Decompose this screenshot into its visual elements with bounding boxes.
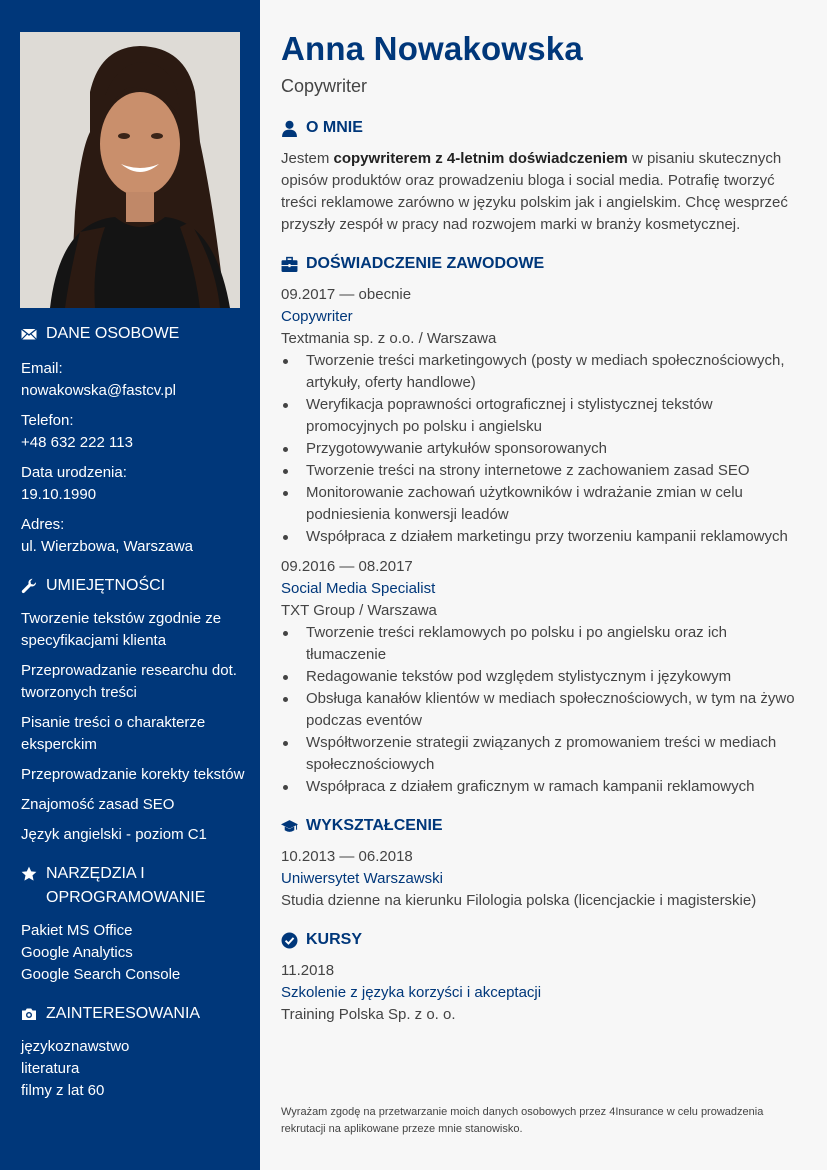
skills-heading-text: UMIEJĘTNOŚCI	[46, 577, 166, 594]
skill-item: Znajomość zasad SEO	[21, 796, 175, 813]
personal-data-heading	[21, 322, 246, 346]
duty-item: Monitorowanie zachowań użytkowników i wdrażanie zmian w celu podniesienia konwersji leadów	[281, 482, 801, 526]
camera-icon	[21, 1006, 37, 1022]
wrench-icon	[21, 578, 37, 594]
user-icon	[281, 120, 298, 137]
duty-item: Tworzenie treści marketingowych (posty w mediach społecznościowych, artykuły, oferty handlowe)	[281, 350, 801, 394]
email-value[interactable]: nowakowska@fastcv.pl	[21, 382, 177, 399]
address-label: Adres:	[21, 516, 65, 533]
check-badge-icon	[281, 932, 298, 949]
phone-value: +48 632 222 113	[21, 434, 133, 451]
interests-heading-text: ZAINTERESOWANIA	[46, 1005, 201, 1022]
sidebar-content	[21, 322, 246, 1102]
profile-photo	[20, 32, 240, 308]
tools-heading	[21, 862, 246, 910]
job-duties	[281, 622, 801, 798]
tool-item: Google Analytics	[21, 944, 133, 961]
main-content	[281, 28, 801, 1026]
email-label: Email:	[21, 360, 63, 377]
experience-heading-text: DOŚWIADCZENIE ZAWODOWE	[306, 255, 545, 272]
courses-heading-text: KURSY	[306, 931, 363, 948]
about-text-bold: copywriterem z 4-letnim doświadczeniem	[333, 150, 628, 167]
job-title: Copywriter	[281, 308, 353, 325]
course-period: 11.2018	[281, 962, 335, 979]
interests-heading	[21, 1002, 246, 1026]
course-name: Szkolenie z języka korzyści i akceptacji	[281, 984, 542, 1001]
courses-heading	[281, 928, 801, 952]
tool-item: Pakiet MS Office	[21, 922, 133, 939]
skill-item: Przeprowadzanie researchu dot. tworzonych treści	[21, 662, 237, 701]
education-details: Studia dzienne na kierunku Filologia polska (licencjackie i magisterskie)	[281, 892, 757, 909]
interest-item: filmy z lat 60	[21, 1082, 105, 1099]
sidebar	[0, 0, 260, 1170]
person-role: Copywriter	[281, 76, 368, 96]
job-company: TXT Group / Warszawa	[281, 602, 437, 619]
graduation-cap-icon	[281, 818, 298, 835]
job-period: 09.2017 — obecnie	[281, 286, 412, 303]
skill-item: Język angielski - poziom C1	[21, 826, 207, 843]
duty-item: Obsługa kanałów klientów w mediach społecznościowych, w tym na żywo podczas eventów	[281, 688, 801, 732]
duty-item: Weryfikacja poprawności ortograficznej i stylistycznej tekstów promocyjnych po polsku i angielsku	[281, 394, 801, 438]
phone-label: Telefon:	[21, 412, 74, 429]
birthdate-label: Data urodzenia:	[21, 464, 127, 481]
about-text-pre: Jestem	[281, 150, 334, 167]
about-heading	[281, 116, 801, 140]
skill-item: Przeprowadzanie korekty tekstów	[21, 766, 245, 783]
star-icon	[21, 866, 37, 882]
envelope-icon	[21, 326, 37, 342]
tools-heading-text: NARZĘDZIA I OPROGRAMOWANIE	[46, 865, 206, 906]
skills-heading	[21, 574, 246, 598]
about-text	[281, 148, 801, 236]
duty-item: Tworzenie treści na strony internetowe z zachowaniem zasad SEO	[281, 460, 801, 482]
duty-item: Redagowanie tekstów pod względem stylistycznym i językowym	[281, 666, 801, 688]
experience-heading	[281, 252, 801, 276]
duty-item: Współtworzenie strategii związanych z promowaniem treści w mediach społecznościowych	[281, 732, 801, 776]
education-heading	[281, 814, 801, 838]
personal-data-heading-text: DANE OSOBOWE	[46, 325, 180, 342]
briefcase-icon	[281, 256, 298, 273]
job-period: 09.2016 — 08.2017	[281, 558, 413, 575]
education-heading-text: WYKSZTAŁCENIE	[306, 817, 443, 834]
tool-item: Google Search Console	[21, 966, 181, 983]
education-period: 10.2013 — 06.2018	[281, 848, 413, 865]
interest-item: literatura	[21, 1060, 80, 1077]
skill-item: Pisanie treści o charakterze eksperckim	[21, 714, 206, 753]
person-name: Anna Nowakowska	[281, 30, 583, 67]
duty-item: Współpraca z działem marketingu przy tworzeniu kampanii reklamowych	[281, 526, 801, 548]
birthdate-value: 19.10.1990	[21, 486, 97, 503]
duty-item: Tworzenie treści reklamowych po polsku i po angielsku oraz ich tłumaczenie	[281, 622, 801, 666]
about-heading-text: O MNIE	[306, 119, 363, 136]
course-provider: Training Polska Sp. z o. o.	[281, 1006, 456, 1023]
duty-item: Przygotowywanie artykułów sponsorowanych	[281, 438, 801, 460]
skill-item: Tworzenie tekstów zgodnie ze specyfikacjami klienta	[21, 610, 222, 649]
gdpr-consent: Wyrażam zgodę na przetwarzanie moich danych osobowych przez 4Insurance w celu prowadzenia rekrutacji na aplikowane przeze mnie stanowisko.	[281, 1106, 764, 1135]
interest-item: językoznawstwo	[21, 1038, 130, 1055]
education-school: Uniwersytet Warszawski	[281, 870, 443, 887]
about-text-post: w pisaniu skutecznych opisów produktów oraz prowadzeniu bloga i social media. Potrafię tworzyć treści reklamowe zarówno w języku polskim jak i angielskim. Chcę wesprzeć przyszły zespół w pracy nad rozwojem marki w branży kosmetycznej.	[281, 150, 788, 233]
address-value: ul. Wierzbowa, Warszawa	[21, 538, 193, 555]
job-company: Textmania sp. z o.o. / Warszawa	[281, 330, 497, 347]
job-duties	[281, 350, 801, 548]
duty-item: Współpraca z działem graficznym w ramach kampanii reklamowych	[281, 776, 801, 798]
job-title: Social Media Specialist	[281, 580, 436, 597]
